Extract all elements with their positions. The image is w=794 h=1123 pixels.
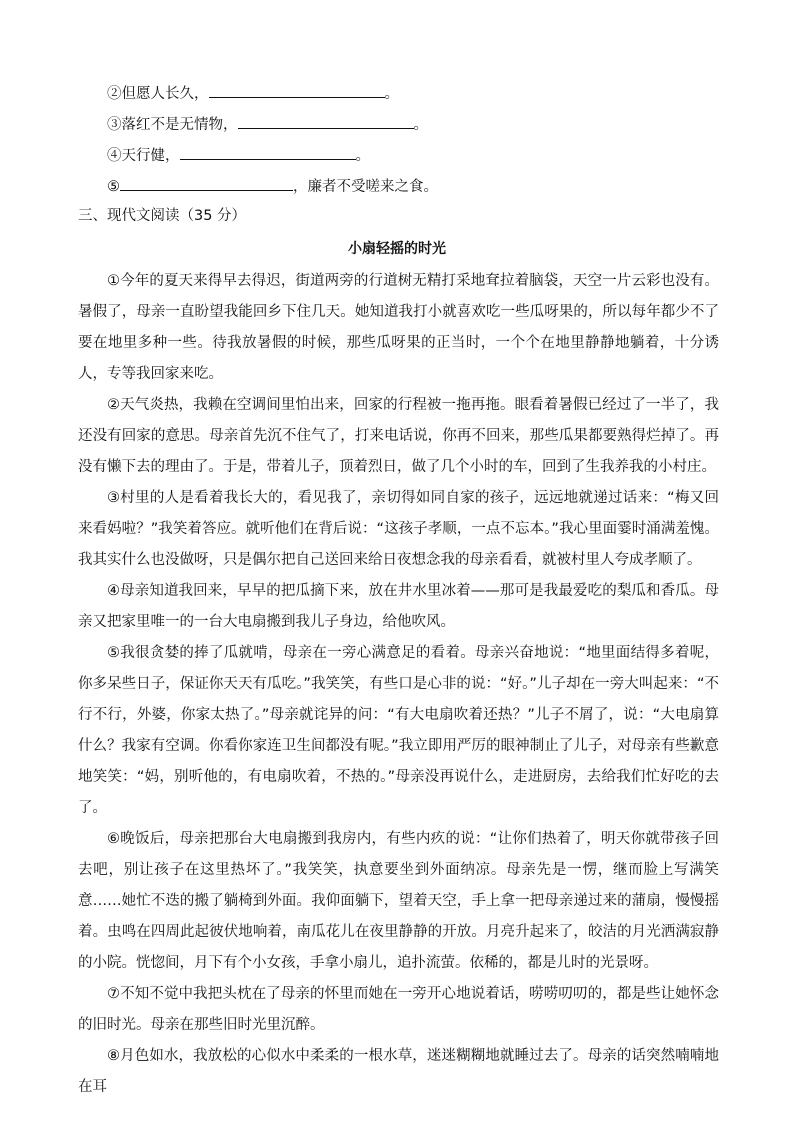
prompt-text: 落红不是无情物，: [121, 117, 238, 133]
prompt-text: 但愿人长久，: [121, 86, 209, 102]
item-number: ③: [107, 117, 122, 133]
fill-blank-line-3: [107, 114, 428, 134]
fill-blank-line-4: [107, 145, 370, 165]
paragraph-5: ⑤我很贪婪的捧了瓜就啃，母亲在一旁心满意足的看着。母亲兴奋地说：“地里面结得多着呢，你多呆些日子，保证你天天有瓜吃。”我笑笑，有些口是心非的说：“好。”儿子却在一旁大叫起来：“不行不行，外婆，你家太热了。”母亲就诧异的问：“有大电扇吹着还热？”儿子不屑了，说：“大电扇算什么？我家有空调。你看你家连卫生间都没有呢。”我立即用严厉的眼神制止了儿子，对母亲有些歉意地笑笑：“妈，别听他的，有电扇吹着，不热的。”母亲没再说什么，走进厨房，去给我们忙好吃的去了。: [78, 645, 719, 816]
section-heading: 三、现代文阅读（35 分）: [78, 208, 247, 224]
item-number: ⑤: [107, 179, 120, 195]
prompt-text-after: 。: [413, 117, 428, 133]
paragraph-3: ③村里的人是看着我长大的，看见我了，亲切得如同自家的孩子，远远地就递过话来：“梅又回来看妈啦？”我笑着答应。就听他们在背后说：“这孩子孝顺，一点不忘本。”我心里面霎时涌满羞愧。我其实什么也没做呀，只是偶尔把自己送回来给日夜想念我的母亲看看，就被村里人夸成孝顺了。: [78, 490, 719, 568]
prompt-text-after: 。: [384, 86, 399, 102]
answer-blank[interactable]: [209, 83, 385, 98]
prompt-text-after: ，廉者不受嗟来之食。: [293, 179, 438, 195]
article-title: 小扇轻摇的时光: [348, 241, 446, 257]
paragraph-8: ⑧月色如水，我放松的心似水中柔柔的一根水草，迷迷糊糊地就睡过去了。母亲的话突然喃喃地在耳: [78, 1048, 719, 1095]
item-number: ②: [107, 86, 122, 102]
prompt-text: 天行健，: [121, 148, 180, 164]
article-body: [78, 266, 719, 1103]
paragraph-7: ⑦不知不觉中我把头枕在了母亲的怀里而她在一旁开心地说着话，唠唠叨叨的，都是些让她怀念的旧时光。母亲在那些旧时光里沉醉。: [78, 986, 719, 1033]
paragraph-6: ⑥晚饭后，母亲把那台大电扇搬到我房内，有些内疚的说：“让你们热着了，明天你就带孩子回去吧，别让孩子在这里热坏了。”我笑笑，执意要坐到外面纳凉。母亲先是一愣，继而脸上写满笑意……她忙不迭的搬了躺椅到外面。我仰面躺下，望着天空，手上拿一把母亲递过来的蒲扇，慢慢摇着。虫鸣在四周此起彼伏地响着，南瓜花儿在夜里静静的开放。月亮升起来了，皎洁的月光洒满寂静的小院。恍惚间，月下有个小女孩，手拿小扇儿，追扑流萤。依稀的，都是儿时的光景呀。: [78, 831, 719, 971]
fill-blank-line-5: [107, 176, 438, 196]
paragraph-1: ①今年的夏天来得早去得迟，街道两旁的行道树无精打采地耷拉着脑袋，天空一片云彩也没有。暑假了，母亲一直盼望我能回乡下住几天。她知道我打小就喜欢吃一些瓜呀果的，所以每年都少不了要在地里多种一些。待我放暑假的时候，那些瓜呀果的正当时，一个个在地里静静地躺着，十分诱人，专等我回家来吃。: [78, 273, 719, 382]
answer-blank[interactable]: [120, 176, 293, 191]
paragraph-4: ④母亲知道我回来，早早的把瓜摘下来，放在井水里冰着——那可是我最爱吃的梨瓜和香瓜。母亲又把家里唯一的一台大电扇搬到我儿子身边，给他吹风。: [78, 583, 719, 630]
prompt-text-after: 。: [355, 148, 370, 164]
item-number: ④: [107, 148, 122, 164]
answer-blank[interactable]: [180, 145, 356, 160]
answer-blank[interactable]: [238, 114, 414, 129]
fill-blank-line-2: [107, 83, 399, 103]
paragraph-2: ②天气炎热，我赖在空调间里怕出来，回家的行程被一拖再拖。眼看着暑假已经过了一半了，我还没有回家的意思。母亲首先沉不住气了，打来电话说，你再不回来，那些瓜果都要熟得烂掉了。再没有懒下去的理由了。于是，带着儿子，顶着烈日，做了几个小时的车，回到了生我养我的小村庄。: [78, 397, 719, 475]
